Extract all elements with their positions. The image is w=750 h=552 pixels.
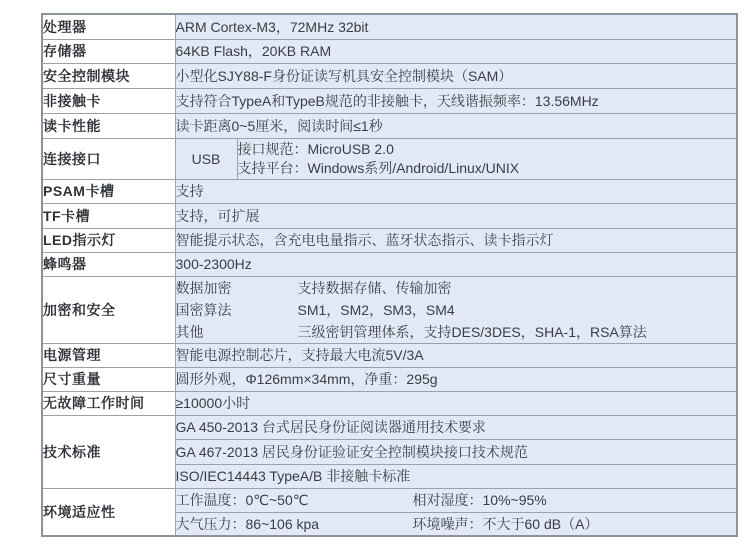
env-pressure: 大气压力：86~106 kpa — [175, 515, 320, 532]
spec-label: 读卡性能 — [42, 113, 175, 138]
security-item-name: 数据加密 — [175, 279, 232, 296]
row-environment — [42, 488, 737, 512]
security-item — [176, 321, 737, 343]
spec-label: 技术标准 — [42, 415, 175, 488]
env-temperature: 工作温度：0℃~50℃ — [175, 492, 309, 508]
spec-value: 64KB Flash，20KB RAM — [175, 39, 737, 63]
row-read-perf — [42, 113, 737, 138]
spec-label: 处理器 — [42, 14, 175, 39]
env-humidity: 相对湿度：10%~95% — [412, 492, 547, 508]
security-item-desc: 三级密钥管理体系，支持DES/3DES，SHA-1，RSA算法 — [297, 323, 647, 340]
interface-spec-line: 接口规范：MicroUSB 2.0 — [237, 140, 394, 157]
standards-item: GA 467-2013 居民身份证验证安全控制模块接口技术规范 — [175, 439, 737, 464]
spec-table — [41, 13, 738, 537]
security-item-desc: 支持数据存储、传输加密 — [297, 279, 452, 296]
security-item-name: 其他 — [175, 323, 204, 340]
spec-label: 非接触卡 — [42, 88, 175, 113]
row-power — [42, 343, 737, 367]
spec-value: 读卡距离0~5厘米，阅读时间≤1秒 — [175, 113, 737, 138]
environment-item — [175, 512, 737, 536]
row-standards — [42, 415, 737, 439]
row-psam — [42, 179, 737, 203]
spec-value: 智能电源控制芯片，支持最大电流5V/3A — [175, 343, 737, 367]
row-led — [42, 228, 737, 252]
row-contactless — [42, 88, 737, 113]
row-processor — [42, 14, 737, 39]
standards-item: GA 450-2013 台式居民身份证阅读器通用技术要求 — [175, 415, 737, 439]
row-interface — [42, 138, 737, 179]
spec-value: 智能提示状态，含充电电量指示、蓝牙状态指示、读卡指示灯 — [175, 228, 737, 252]
interface-port-cell: USB — [175, 138, 237, 179]
spec-value: 支持 — [175, 179, 737, 203]
spec-label: 无故障工作时间 — [42, 391, 175, 415]
row-tf — [42, 203, 737, 228]
spec-label: PSAM卡槽 — [42, 179, 175, 203]
spec-value: 小型化SJY88-F身份证读写机具安全控制模块（SAM） — [175, 63, 737, 88]
row-security — [42, 276, 737, 343]
environment-item — [175, 488, 737, 512]
spec-label: 加密和安全 — [42, 276, 175, 343]
interface-detail-cell — [237, 138, 737, 179]
spec-value: 支持，可扩展 — [175, 203, 737, 228]
spec-value: 圆形外观，Φ126mm×34mm，净重：295g — [175, 367, 737, 391]
row-buzzer — [42, 252, 737, 276]
row-mtbf — [42, 391, 737, 415]
spec-label: LED指示灯 — [42, 228, 175, 252]
security-item-desc: SM1，SM2，SM3，SM4 — [297, 301, 455, 318]
spec-label: 连接接口 — [42, 138, 175, 179]
security-item — [176, 277, 737, 299]
spec-label: TF卡槽 — [42, 203, 175, 228]
security-item — [176, 299, 737, 321]
spec-value: ARM Cortex-M3，72MHz 32bit — [175, 14, 737, 39]
security-detail-cell — [175, 276, 737, 343]
spec-value: 支持符合TypeA和TypeB规范的非接触卡，天线谐振频率：13.56MHz — [175, 88, 737, 113]
spec-label: 存储器 — [42, 39, 175, 63]
standards-item: ISO/IEC14443 TypeA/B 非接触卡标准 — [175, 464, 737, 488]
spec-value: 300-2300Hz — [175, 252, 737, 276]
spec-value: ≥10000小时 — [175, 391, 737, 415]
row-memory — [42, 39, 737, 63]
interface-platform-line: 支持平台：Windows系列/Android/Linux/UNIX — [237, 159, 520, 176]
spec-label: 环境适应性 — [42, 488, 175, 536]
row-size — [42, 367, 737, 391]
spec-label: 安全控制模块 — [42, 63, 175, 88]
env-noise: 环境噪声：不大于60 dB（A） — [412, 515, 599, 532]
security-item-name: 国密算法 — [175, 301, 232, 318]
spec-label: 电源管理 — [42, 343, 175, 367]
spec-label: 蜂鸣器 — [42, 252, 175, 276]
row-sam — [42, 63, 737, 88]
spec-label: 尺寸重量 — [42, 367, 175, 391]
